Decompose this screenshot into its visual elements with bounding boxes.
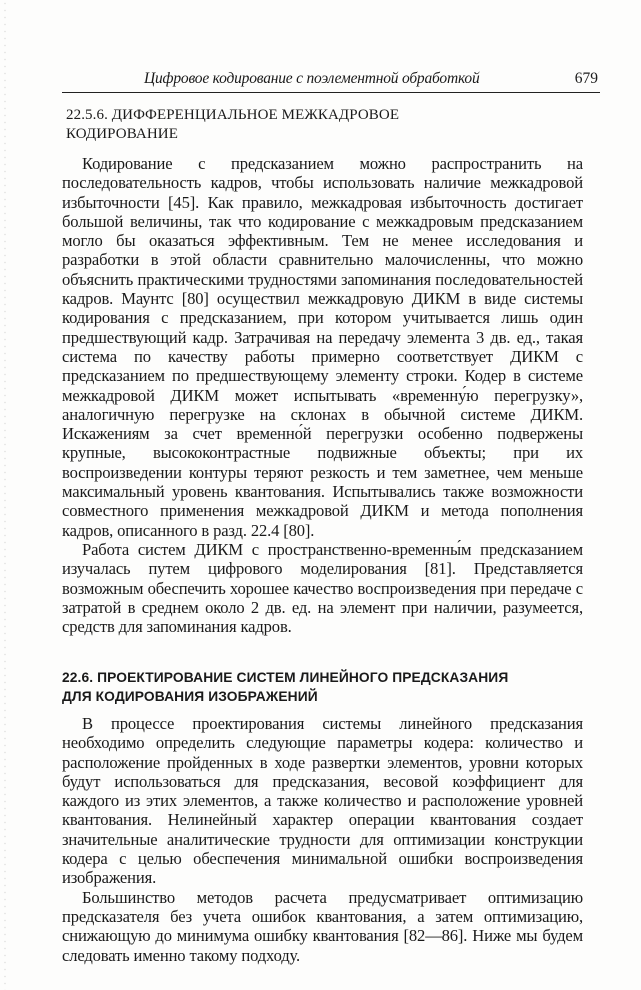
subsection-body [62, 154, 583, 636]
paragraph: Кодирование с предсказанием можно распространить на последовательность кадров, чтобы использовать наличие межкадровой избыточности [45]. Как правило, межкадровая избыточность достигает большой величины, так что кодирование с межкадровым предсказанием могло бы оказаться эффективным. Тем не менее исследования и разработки в этой области сравнительно малочисленны, что можно объяснить практическими трудностями запоминания последовательностей кадров. Маунтс [80] осуществил межкадровую ДИКМ в виде системы кодирования с предсказанием, при котором учитывается лишь один предшествующий кадр. Затрачивая на передачу элемента 3 дв. ед., такая система по качеству работы примерно соответствует ДИКМ с предсказанием по предшествующему элементу строки. Кодер в системе межкадровой ДИКМ может испытывать «временну́ю перегрузку», аналогичную перегрузке на склонах в обычной системе ДИКМ. Искажениям за счет временно́й перегрузки особенно подвержены крупные, высококонтрастные подвижные объекты; при их воспроизведении контуры теряют резкость и тем заметнее, чем меньше максимальный уровень квантования. Испытывались также возможности совместного применения межкадровой ДИКМ и метода пополнения кадров, описанного в разд. 22.4 [80]. [62, 154, 583, 540]
paragraph: Большинство методов расчета предусматривает оптимизацию предсказателя без учета ошибок квантования, а затем оптимизацию, снижающую до минимума ошибку квантования [82—86]. Ниже мы будем следовать именно такому подходу. [62, 887, 583, 965]
section-heading [62, 668, 583, 706]
section-heading-line-1: 22.6. ПРОЕКТИРОВАНИЕ СИСТЕМ ЛИНЕЙНОГО ПРЕДСКАЗАНИЯ [62, 670, 509, 685]
paragraph: Работа систем ДИКМ с пространственно-временны́м предсказанием изучалась путем цифрового моделирования [81]. Представляется возможным обеспечить хорошее качество воспроизведения при передаче с затратой в среднем около 2 дв. ед. на элемент при наличии, разумеется, средств для запоминания кадров. [62, 539, 583, 637]
paragraph: В процессе проектирования системы линейного предсказания необходимо определить следующие параметры кодера: количество и расположение пройденных в ходе развертки элементов, уровни которых будут использоваться для предсказания, весовой коэффициент для каждого из этих элементов, а также количество и расположение уровней квантования. Нелинейный характер операции квантования создает значительные аналитические трудности для оптимизации конструкции кодера с целью обеспечения минимальной ошибки воспроизведения изображения. [62, 714, 583, 888]
running-header [62, 62, 600, 93]
subsection-heading-line-1: 22.5.6. ДИФФЕРЕНЦИАЛЬНОЕ МЕЖКАДРОВОЕ [66, 107, 400, 123]
subsection-heading [66, 106, 506, 144]
running-title: Цифровое кодирование с поэлементной обработкой [144, 70, 480, 87]
section-body [62, 714, 583, 965]
scan-margin-dots [4, 0, 6, 990]
page-number: 679 [574, 70, 598, 87]
section-heading-line-2: ДЛЯ КОДИРОВАНИЯ ИЗОБРАЖЕНИЙ [62, 689, 318, 704]
subsection-heading-line-2: КОДИРОВАНИЕ [66, 126, 178, 142]
